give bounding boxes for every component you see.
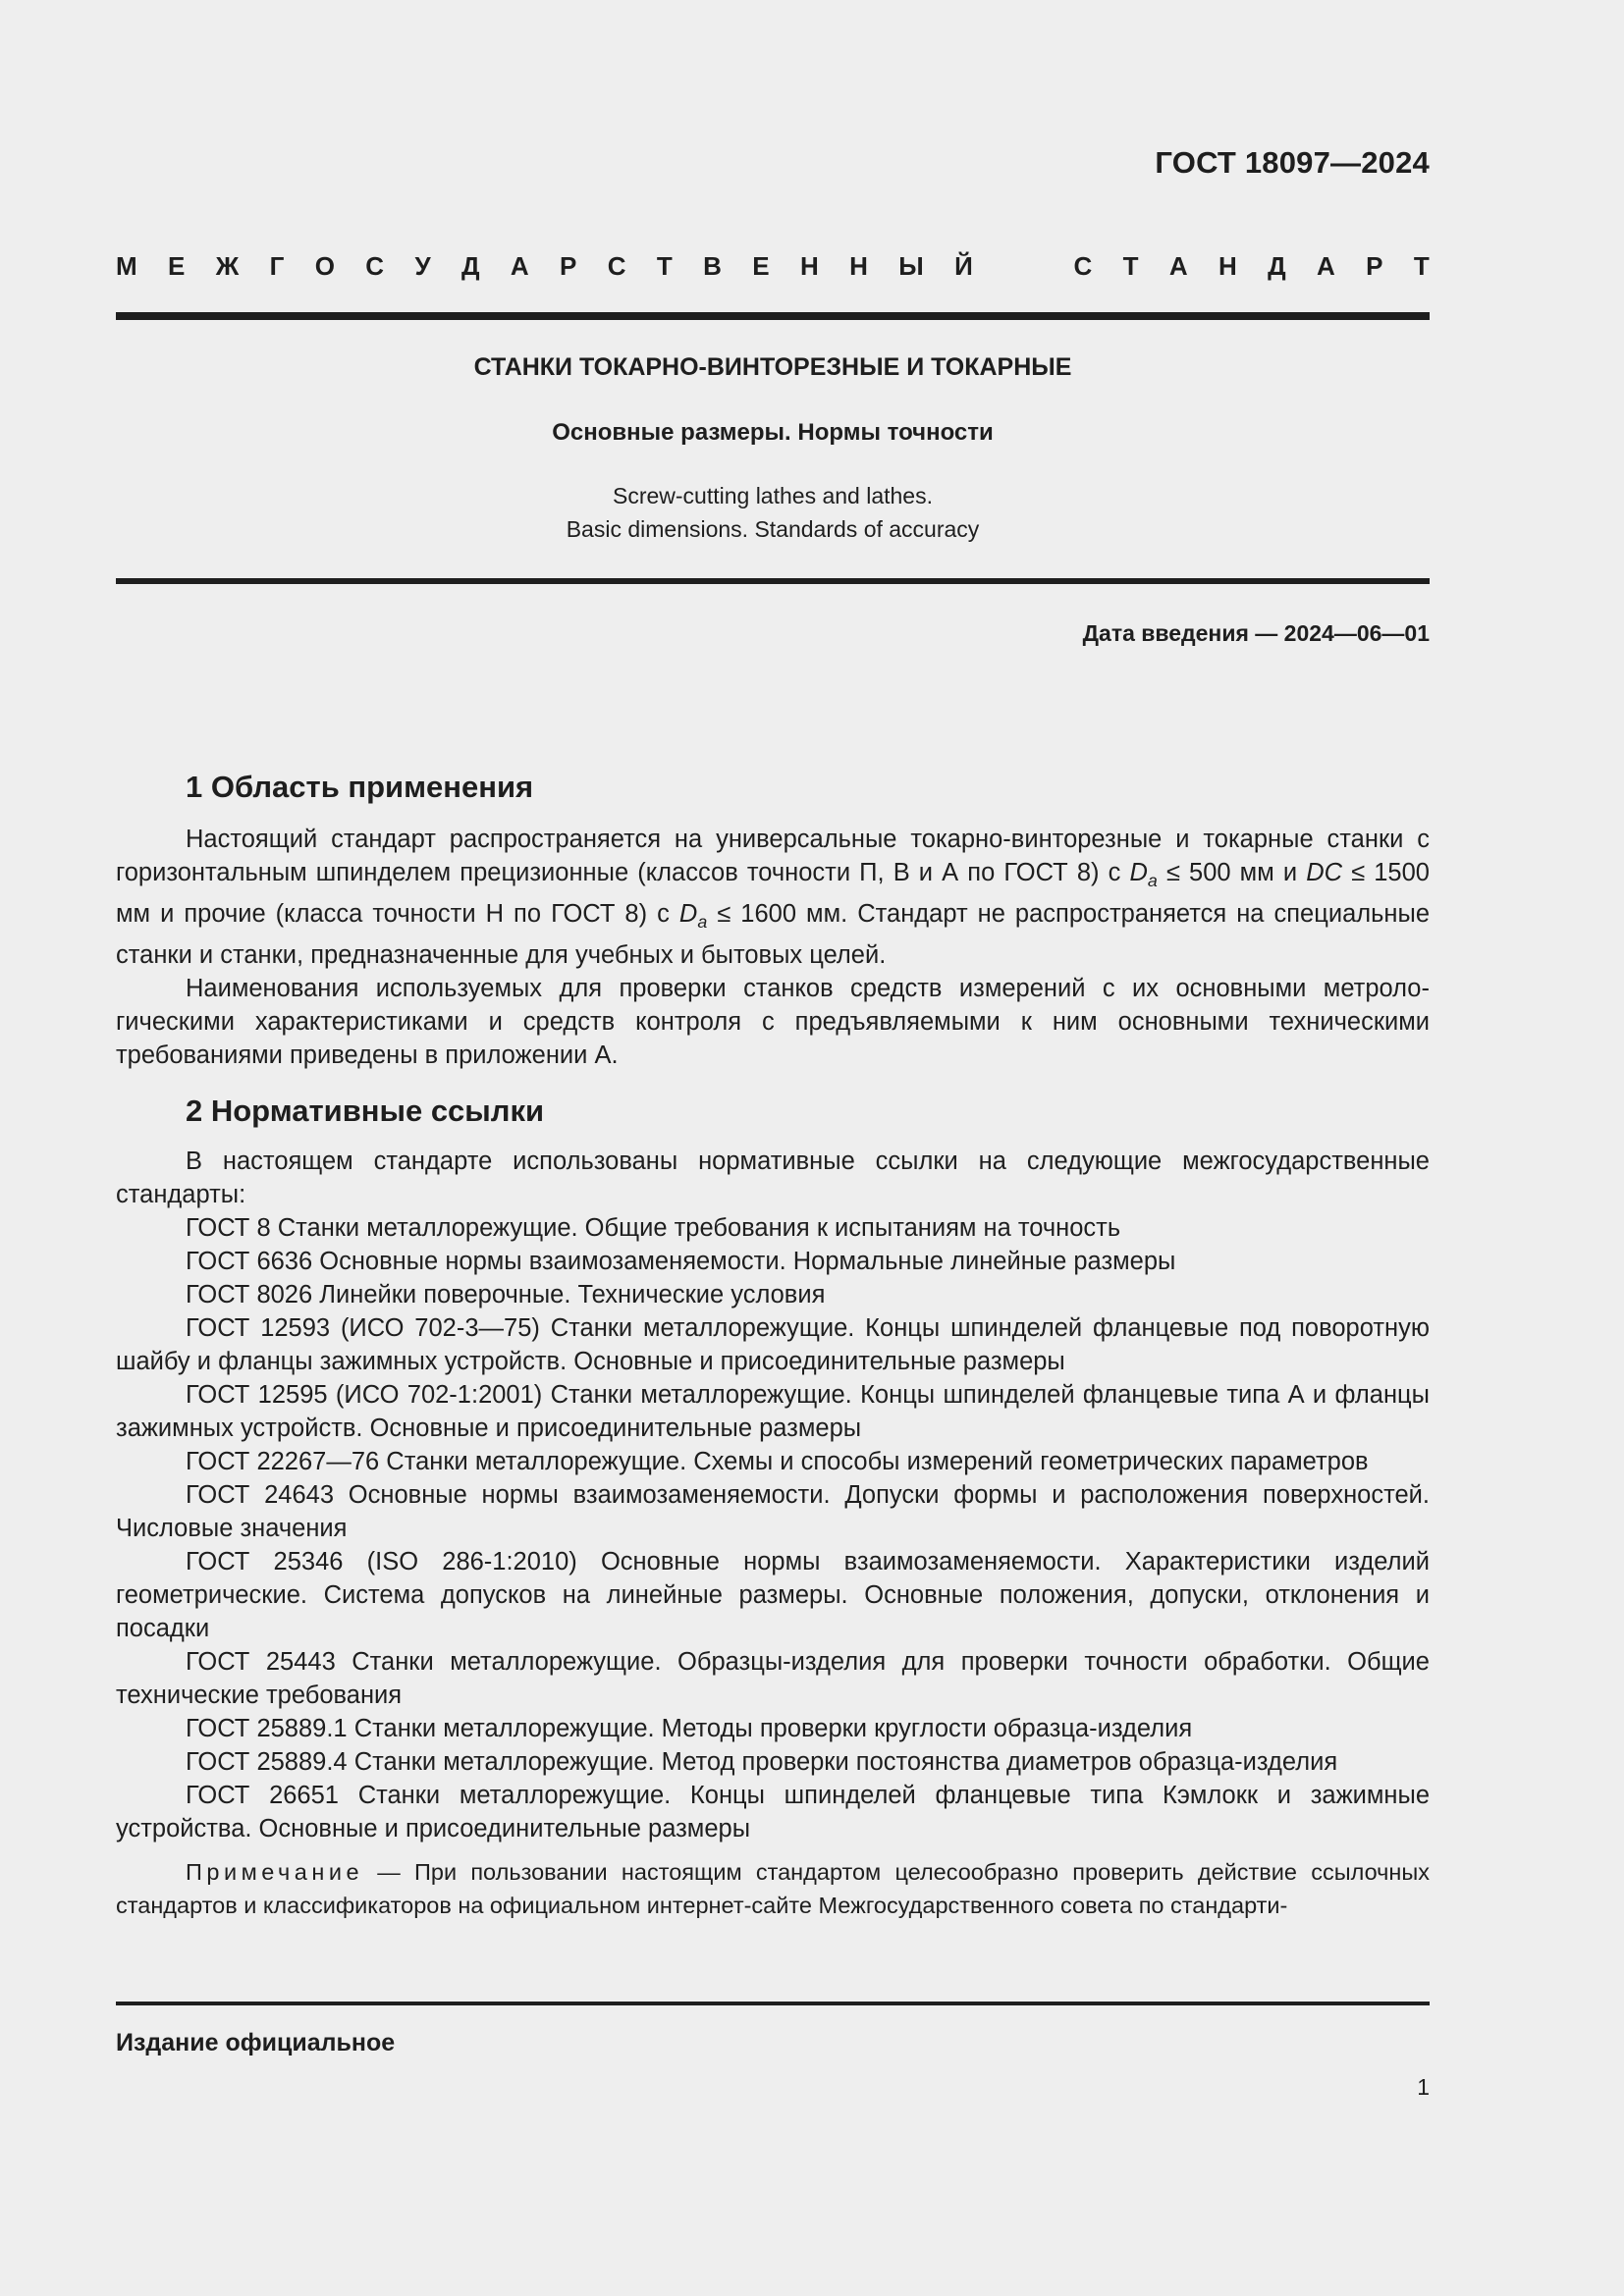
banner-letter: Р xyxy=(560,251,577,281)
normative-references-list xyxy=(116,1211,1430,1845)
interstate-standard-banner xyxy=(116,251,1430,282)
banner-letter: Ж xyxy=(215,251,240,281)
banner-letter: С xyxy=(365,251,385,281)
subscript-a: a xyxy=(1147,871,1158,891)
banner-letter: С xyxy=(607,251,626,281)
reference-item: ГОСТ 25443 Станки металлорежущие. Образцы-изделия для проверки точности обработки. Общие технические требования xyxy=(116,1648,1430,1710)
english-title-line1: Screw-cutting lathes and lathes. xyxy=(612,483,933,508)
banner-letter: Т xyxy=(1122,251,1139,281)
reference-item: ГОСТ 26651 Станки металлорежущие. Концы шпинделей фланцевые типа Кэмлокк и зажимные устройства. Основные и присоединительные размеры xyxy=(116,1782,1430,1843)
banner-letter: Т xyxy=(1413,251,1430,281)
footer-rule xyxy=(116,2002,1430,2005)
banner-letter: Д xyxy=(1268,251,1286,281)
section-2-intro: В настоящем стандарте использованы нормативные ссылки на следующие межгосударственные стандарты: xyxy=(116,1148,1430,1209)
section-1-paragraph-2: Наименования используемых для проверки станков средств измерений с их основными метрологическими характеристиками и средств контроля с предъявляемыми к ним основными техническими требованиями приведены в приложении А. xyxy=(116,975,1430,1070)
banner-word-gap xyxy=(1003,251,1043,282)
english-title-line2: Basic dimensions. Standards of accuracy xyxy=(566,516,980,542)
note-label: Примечание xyxy=(186,1859,364,1886)
official-edition-label: Издание официальное xyxy=(116,2029,396,2056)
banner-letter: Н xyxy=(849,251,868,281)
reference-item: ГОСТ 6636 Основные нормы взаимозаменяемости. Нормальные линейные размеры xyxy=(186,1248,1176,1276)
p1-text-d: ≤ 1600 мм. Стандарт не распространяется на специальные станки и станки, предназначенные для учебных и бытовых целей. xyxy=(116,900,1431,970)
banner-letter: Ы xyxy=(898,251,924,281)
banner-letter: Г xyxy=(269,251,285,281)
section-1-heading: 1 Область применения xyxy=(186,770,534,804)
reference-item: ГОСТ 8026 Линейки поверочные. Технические условия xyxy=(186,1281,826,1309)
banner-letter: Н xyxy=(799,251,819,281)
subscript-a: a xyxy=(697,912,708,933)
banner-letter: Т xyxy=(656,251,673,281)
page-number: 1 xyxy=(1417,2074,1430,2100)
banner-letter: В xyxy=(703,251,722,281)
reference-item: ГОСТ 12595 (ИСО 702-1:2001) Станки металлорежущие. Концы шпинделей фланцевые типа А и фланцы зажимных устройств. Основные и присоединительные размеры xyxy=(116,1381,1430,1443)
title-bottom-rule xyxy=(116,578,1430,584)
banner-letter: О xyxy=(314,251,335,281)
reference-item: ГОСТ 22267—76 Станки металлорежущие. Схемы и способы измерений геометрических параметров xyxy=(186,1448,1369,1476)
note xyxy=(116,1855,1430,1922)
gost-number: ГОСТ 18097—2024 xyxy=(1155,145,1430,180)
english-title xyxy=(116,479,1430,546)
symbol-dc: DC xyxy=(1306,859,1343,886)
banner-letter: Р xyxy=(1366,251,1383,281)
reference-item: ГОСТ 25346 (ISO 286-1:2010) Основные нормы взаимозаменяемости. Характеристики изделий геометрические. Система допусков на линейные размеры. Основные положения, допуски, отклонения и посадки xyxy=(116,1548,1430,1643)
p1-text-b: ≤ 500 мм и xyxy=(1157,859,1307,886)
banner-letter: Д xyxy=(460,251,480,281)
section-2-heading: 2 Нормативные ссылки xyxy=(186,1094,545,1129)
banner-letter: Е xyxy=(168,251,186,281)
banner-letter: А xyxy=(510,251,529,281)
symbol-d: D xyxy=(1129,859,1148,886)
p1-text-a: Настоящий стандарт распространяется на универсальные токарно-винторезные и токарные станки с горизонтальным шпинделем прецизионные (классов точности П, В и А по ГОСТ 8) с xyxy=(116,826,1430,886)
reference-item: ГОСТ 24643 Основные нормы взаимозаменяемости. Допуски формы и расположения поверхностей. Числовые значения xyxy=(116,1481,1430,1543)
document-subtitle: Основные размеры. Нормы точности xyxy=(552,419,994,446)
p1-text-c: ≤ 1500 мм и прочие (класса точности Н по ГОСТ 8) с xyxy=(116,859,1430,929)
banner-letter: Н xyxy=(1218,251,1237,281)
banner-letter: Е xyxy=(752,251,770,281)
document-title: СТАНКИ ТОКАРНО-ВИНТОРЕЗНЫЕ И ТОКАРНЫЕ xyxy=(473,353,1072,381)
banner-letter: У xyxy=(414,251,431,281)
document-body xyxy=(116,766,1430,1922)
reference-item: ГОСТ 25889.1 Станки металлорежущие. Методы проверки круглости образца-изделия xyxy=(186,1715,1193,1743)
reference-item: ГОСТ 8 Станки металлорежущие. Общие требования к испытаниям на точность xyxy=(186,1214,1121,1243)
symbol-d: D xyxy=(678,900,698,929)
top-rule xyxy=(116,312,1430,320)
note-text: — При пользовании настоящим стандартом целесообразно проверить действие ссылочных стандартов и классификаторов на официальном интернет-сайте Межгосударственного совета по стандарти- xyxy=(116,1859,1430,1919)
section-1-paragraph-1 xyxy=(116,823,1430,972)
banner-letter: Й xyxy=(954,251,973,281)
banner-letter: М xyxy=(116,251,137,281)
introduction-date: Дата введения — 2024—06—01 xyxy=(1082,620,1430,646)
banner-letter: С xyxy=(1073,251,1093,281)
reference-item: ГОСТ 25889.4 Станки металлорежущие. Метод проверки постоянства диаметров образца-изделия xyxy=(186,1748,1338,1777)
banner-letter: А xyxy=(1317,251,1335,281)
banner-letter: А xyxy=(1168,251,1188,281)
reference-item: ГОСТ 12593 (ИСО 702-3—75) Станки металлорежущие. Концы шпинделей фланцевые под поворотную шайбу и фланцы зажимных устройств. Основные и присоединительные размеры xyxy=(116,1314,1430,1376)
